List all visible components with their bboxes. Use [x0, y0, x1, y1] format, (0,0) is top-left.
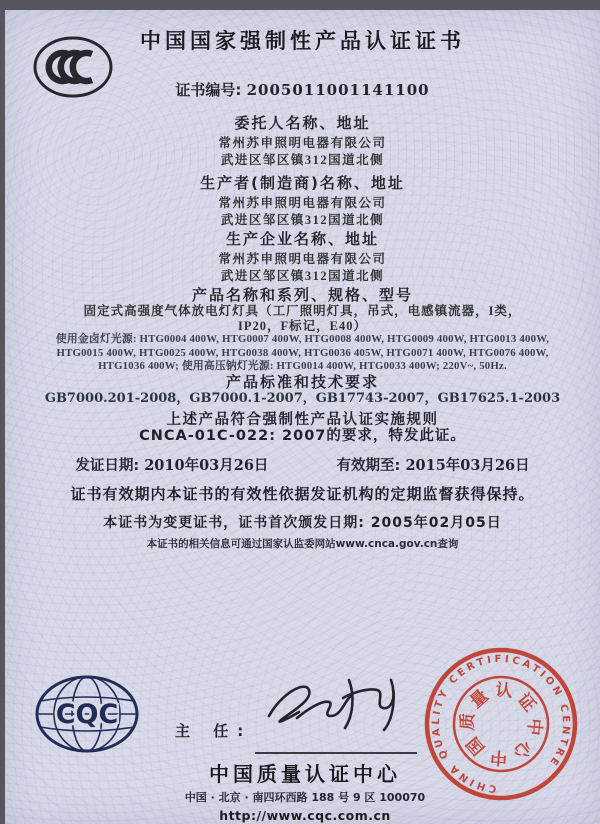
signature-underline: [255, 752, 417, 754]
seal-char: 国: [462, 732, 490, 759]
seal-char: 量: [466, 685, 493, 713]
certificate-number: 2005011001141100: [246, 81, 430, 99]
factory-name: 常州苏申照明电器有限公司: [218, 252, 387, 266]
director-label: 主 任:: [175, 722, 253, 740]
manufacturer-address: 武进区邹区镇312国道北侧: [220, 213, 385, 227]
expiry-date: 2015年03月26日: [405, 456, 530, 474]
seal-char: 中: [523, 717, 545, 737]
standards-list: GB7000.201-2008，GB7000.1-2007，GB17743-2007，GB17625.1-2003: [44, 390, 561, 406]
manufacturer-heading: 生产者(制造商)名称、地址: [200, 174, 405, 192]
dates-row: [5, 456, 600, 476]
seal-char: 心: [509, 736, 536, 763]
product-heading: 产品名称和系列、规格、型号: [191, 286, 413, 304]
ccc-mark-icon: [31, 34, 115, 100]
organization-name: 中国质量认证中心: [209, 762, 401, 786]
validity-note: 证书有效期内本证书的有效性依据发证机构的定期监督获得保持。: [70, 484, 535, 503]
seal-char: 证: [513, 689, 540, 716]
standards-heading: 产品标准和技术要求: [225, 372, 379, 391]
product-description-line2: IP20，F标记，E40）: [238, 319, 367, 333]
change-certificate-note: 本证书为变更证书，证书首次颁发日期: 2005年02月05日: [103, 514, 502, 531]
product-description-line1: 固定式高强度气体放电灯灯具（工厂照明灯具，吊式，电感镇流器，I类，: [83, 304, 522, 318]
svg-text:CHINA QUALITY CERTIFICATION CE: [419, 642, 583, 806]
seal-char: 认: [494, 680, 514, 702]
applicant-address: 武进区邹区镇312国道北侧: [220, 153, 385, 167]
seal-char: 中: [489, 746, 508, 768]
issue-date: 2010年03月26日: [144, 456, 269, 474]
applicant-name: 常州苏申照明电器有限公司: [218, 136, 387, 150]
director-signature: [263, 672, 403, 752]
factory-heading: 生产企业名称、地址: [225, 230, 379, 248]
product-models-line2: HTG0015 400W, HTG0025 400W, HTG0038 400W, HTG0036 405W, HTG0071 400W, HTG0076 400W,: [56, 346, 549, 359]
certificate-title: 中国国家强制性产品认证证书: [140, 29, 465, 53]
organization-url: http://www.cqc.com.cn: [219, 808, 391, 823]
issue-date-label: 发证日期:: [75, 457, 140, 474]
cqc-red-seal: [419, 642, 583, 806]
info-lookup-note: 本证书的相关信息可通过国家认监委网站www.cnca.gov.cn查询: [146, 537, 459, 550]
certificate-page: [5, 10, 600, 824]
expiry-date-label: 有效期至:: [336, 457, 401, 474]
seal-ring-text: CHINA QUALITY CERTIFICATION CENTRE: [430, 653, 572, 794]
factory-address: 武进区邹区镇312国道北侧: [220, 269, 385, 283]
compliance-statement-line1: 上述产品符合强制性产品认证实施规则: [166, 411, 439, 428]
product-models-line3: HTG1036 400W; 使用高压钠灯光源: HTG0014 400W, HTG0033 400W; 220V~, 50Hz.: [98, 360, 507, 372]
seal-char: 质: [457, 712, 479, 731]
compliance-statement-line2: CNCA-01C-022: 2007的要求，特发此证。: [139, 427, 466, 444]
cqc-logo-text: CQC: [55, 699, 119, 730]
applicant-heading: 委托人名称、地址: [234, 114, 371, 132]
product-models-line1: 使用金卤灯光源: HTG0004 400W, HTG0007 400W, HTG0008 400W, HTG0009 400W, HTG0013 400W,: [55, 333, 550, 345]
product-models: [5, 333, 600, 374]
manufacturer-name: 常州苏申照明电器有限公司: [218, 196, 387, 210]
organization-address: 中国 · 北京 · 南四环西路 188 号 9 区 100070: [184, 791, 426, 804]
certificate-number-label: 证书编号:: [175, 81, 242, 99]
cqc-globe-logo: [31, 668, 143, 760]
